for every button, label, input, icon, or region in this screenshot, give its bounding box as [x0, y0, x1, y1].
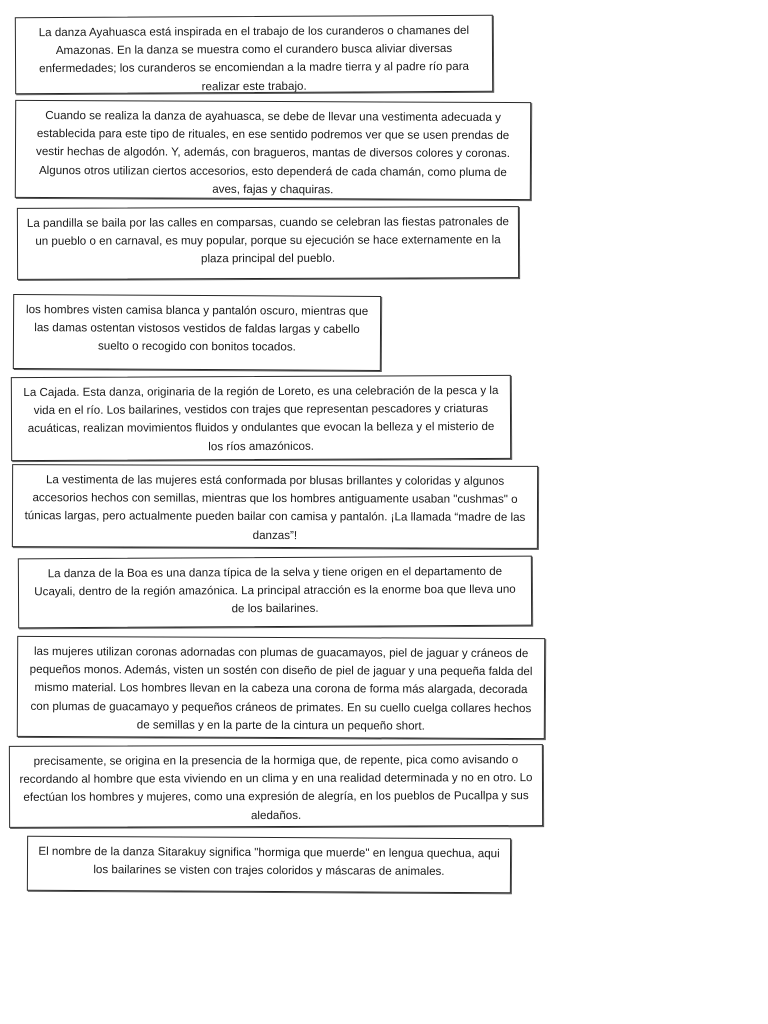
text-card-pandilla: [17, 206, 519, 280]
card-text: Cuando se realiza la danza de ayahuasca, se debe de llevar una vestimenta adecuada y establecida para este tipo de rituales, en ese sentido podremos ver que se usen prendas de vestir hechas de algodón. Y, además, con bragueros, mantas de diversos colores y coronas. Algunos otros utilizan ciertos accesorios, esto dependerá de cada chamán, como pluma de aves, fajas y chaquiras.: [36, 109, 510, 197]
text-card-cajada: [11, 375, 511, 461]
text-card-sitarakuy-origin: [9, 744, 543, 828]
card-text: las mujeres utilizan coronas adornadas con plumas de guacamayos, piel de jaguar y cráneos de pequeños monos. Además, visten un sostén con diseño de piel de jaguar y una pequeña falda del mismo material. Los hombres llevan en la cabeza una corona de forma más alargada, decorada con plumas de guacamayo y pequeños cráneos de primates. En su cuello cuelga collares hechos de semillas y en la parte de la cintura un pequeño short.: [29, 644, 533, 733]
card-text: los hombres visten camisa blanca y pantalón oscuro, mientras que las damas ostentan vistosos vestidos de faldas largas y cabello suelto o recogido con bonitos tocados.: [25, 303, 369, 354]
text-card-ayahuasca-origin: [15, 15, 493, 95]
card-text: precisamente, se origina en la presencia de la hormiga que, de repente, pica como avisando o recordando al hombre que esta viviendo en un clima y en una realidad determinada y no en otro. Lo efectúan los hombres y mujeres, como una expresión de alegría, en los pueblos de Pucallpa y sus aledaños.: [19, 753, 533, 822]
card-text: La danza de la Boa es una danza típica de la selva y tiene origen en el departamento de Ucayali, dentro de la región amazónica. La principal atracción es la enorme boa que lleva uno de los bailarines.: [34, 564, 516, 616]
card-text: El nombre de la danza Sitarakuy significa "hormiga que muerde" en lengua quechua, aqui los bailarines se visten con trajes coloridos y máscaras de animales.: [38, 844, 500, 879]
text-card-sitarakuy-name: [27, 836, 511, 894]
text-card-boa-clothing: [17, 636, 545, 739]
text-card-boa: [18, 556, 532, 629]
card-text: La Cajada. Esta danza, originaria de la región de Loreto, es una celebración de la pesca y la vida en el río. Los bailarines, vestidos con trajes que representan pescadores y criaturas acuáticas, realizan movimientos fluidos y ondulantes que evocan la belleza y el misterio de los ríos amazónicos.: [23, 383, 499, 453]
text-card-cajada-clothing: [12, 464, 538, 549]
card-text: La vestimenta de las mujeres está conformada por blusas brillantes y coloridas y algunos accesorios hechos con semillas, mientras que los hombres antiguamente usaban "cushmas" o túnicas largas, pero actualmente pueden bailar con camisa y pantalón. ¡La llamada “madre de las danzas”!: [24, 473, 526, 542]
card-text: La pandilla se baila por las calles en comparsas, cuando se celebran las fiestas patronales de un pueblo o en carnaval, es muy popular, porque su ejecución se hace externamente en la plaza principal del pueblo.: [26, 215, 509, 266]
text-card-pandilla-clothing: [13, 294, 381, 371]
text-card-ayahuasca-clothing: [15, 100, 531, 200]
card-text: La danza Ayahuasca está inspirada en el trabajo de los curanderos o chamanes del Amazonas. En la danza se muestra como el curandero busca aliviar diversas enfermedades; los curanderos se encomiendan a la madre tierra y al padre río para realizar este trabajo.: [38, 23, 470, 93]
